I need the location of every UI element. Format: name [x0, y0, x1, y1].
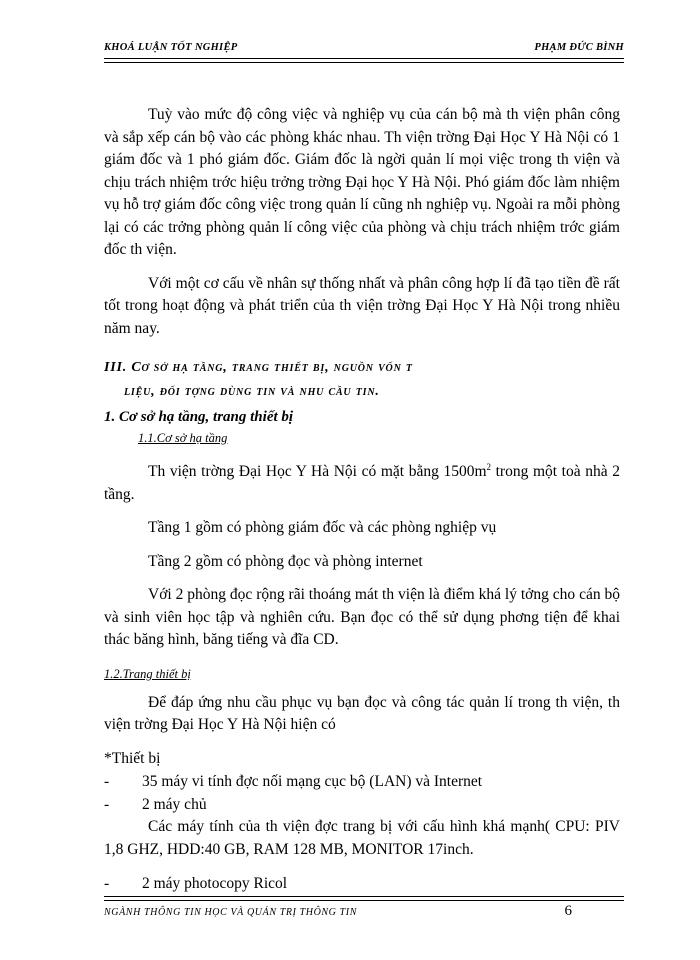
section-heading-iii	[104, 356, 620, 404]
header-thesis-title: KHOÁ LUẬN TỐT NGHIỆP	[104, 42, 238, 53]
list-item: - 2 máy chủ	[104, 796, 207, 814]
paragraph-equipment-intro: Để đáp ứng nhu cầu phục vụ bạn đọc và công tác quản lí trong th viện, th viện trờng Đại Học Y Hà Nội hiện có	[104, 693, 620, 734]
paragraph-staff-structure: Với một cơ cấu về nhân sự thống nhất và phân công hợp lí đã tạo tiền đề rất tốt trong hoạt động và phát triển của th viện trờng Đại Học Y Hà Nội trong nhiều năm nay.	[104, 274, 620, 337]
section-heading-line1: III. Cơ sở hạ tầng, trang thiết bị, nguồn vốn t	[104, 360, 413, 375]
header-divider	[104, 58, 624, 63]
floor-area-text-end: trong một toà nhà 2 tầng.	[104, 463, 620, 503]
paragraph-floor-area	[104, 456, 620, 506]
subheading-1-1: 1.1.Cơ sở hạ tầng	[138, 431, 228, 445]
paragraph-floor-1: Tầng 1 gồm có phòng giám đốc và các phòng nghiệp vụ	[148, 519, 497, 537]
page-body	[104, 104, 620, 895]
page-number: 6	[564, 903, 572, 919]
superscript-2: 2	[486, 462, 491, 472]
subheading-1-2: 1.2.Trang thiết bị	[104, 666, 191, 681]
equipment-label: *Thiết bị	[104, 749, 161, 767]
paragraph-computer-config: Các máy tính của th viện đợc trang bị với cấu hình khá mạnh( CPU: PIV 1,8 GHZ, HDD:40 GB, RAM 128 MB, MONITOR 17inch.	[104, 818, 620, 858]
page-footer	[104, 903, 624, 927]
paragraph-floor-2: Tầng 2 gồm có phòng đọc và phòng internet	[148, 552, 423, 570]
footer-department: NGÀNH THÔNG TIN HỌC VÀ QUẢN TRỊ THÔNG TIN	[104, 907, 357, 918]
paragraph-reading-rooms: Với 2 phòng đọc rộng rãi thoáng mát th viện là điểm khá lý tởng cho cán bộ và sinh viên học tập và nghiên cứu. Bạn đọc có thể sử dụng phơng tiện để khai thác băng hình, băng tiếng và đĩa CD.	[104, 586, 620, 649]
floor-area-text: Th viện trờng Đại Học Y Hà Nội có mặt bằng 1500m	[148, 463, 487, 481]
header-author: PHẠM ĐỨC BÌNH	[534, 42, 624, 53]
paragraph-staff-assignment: Tuỳ vào mức độ công việc và nghiệp vụ của cán bộ mà th viện phân công và sắp xếp cán bộ vào các phòng khác nhau. Th viện trờng Đại Học Y Hà Nội có 1 giám đốc và 1 phó giám đốc. Giám đốc là ngời quản lí mọi việc trong th viện và chịu trách nhiệm trớc hiệu trởng trờng Đại học Y Hà Nội. Phó giám đốc làm nhiệm vụ hỗ trợ giám đốc công việc trong quản lí cũng nh nghiệp vụ. Ngoài ra mỗi phòng lại có các trởng phòng quản lí công việc của phòng và chịu trách nhiệm trớc giám đốc th viện.	[104, 106, 620, 258]
footer-divider	[104, 896, 624, 901]
section-heading-line2: liệu, đối tợng dùng tin và nhu cầu tin.	[124, 384, 380, 399]
list-item: - 2 máy photocopy Ricol	[104, 875, 288, 893]
subheading-1: 1. Cơ sở hạ tầng, trang thiết bị	[104, 409, 294, 425]
list-item: - 35 máy vi tính đợc nối mạng cục bộ (LAN) và Internet	[104, 773, 483, 791]
